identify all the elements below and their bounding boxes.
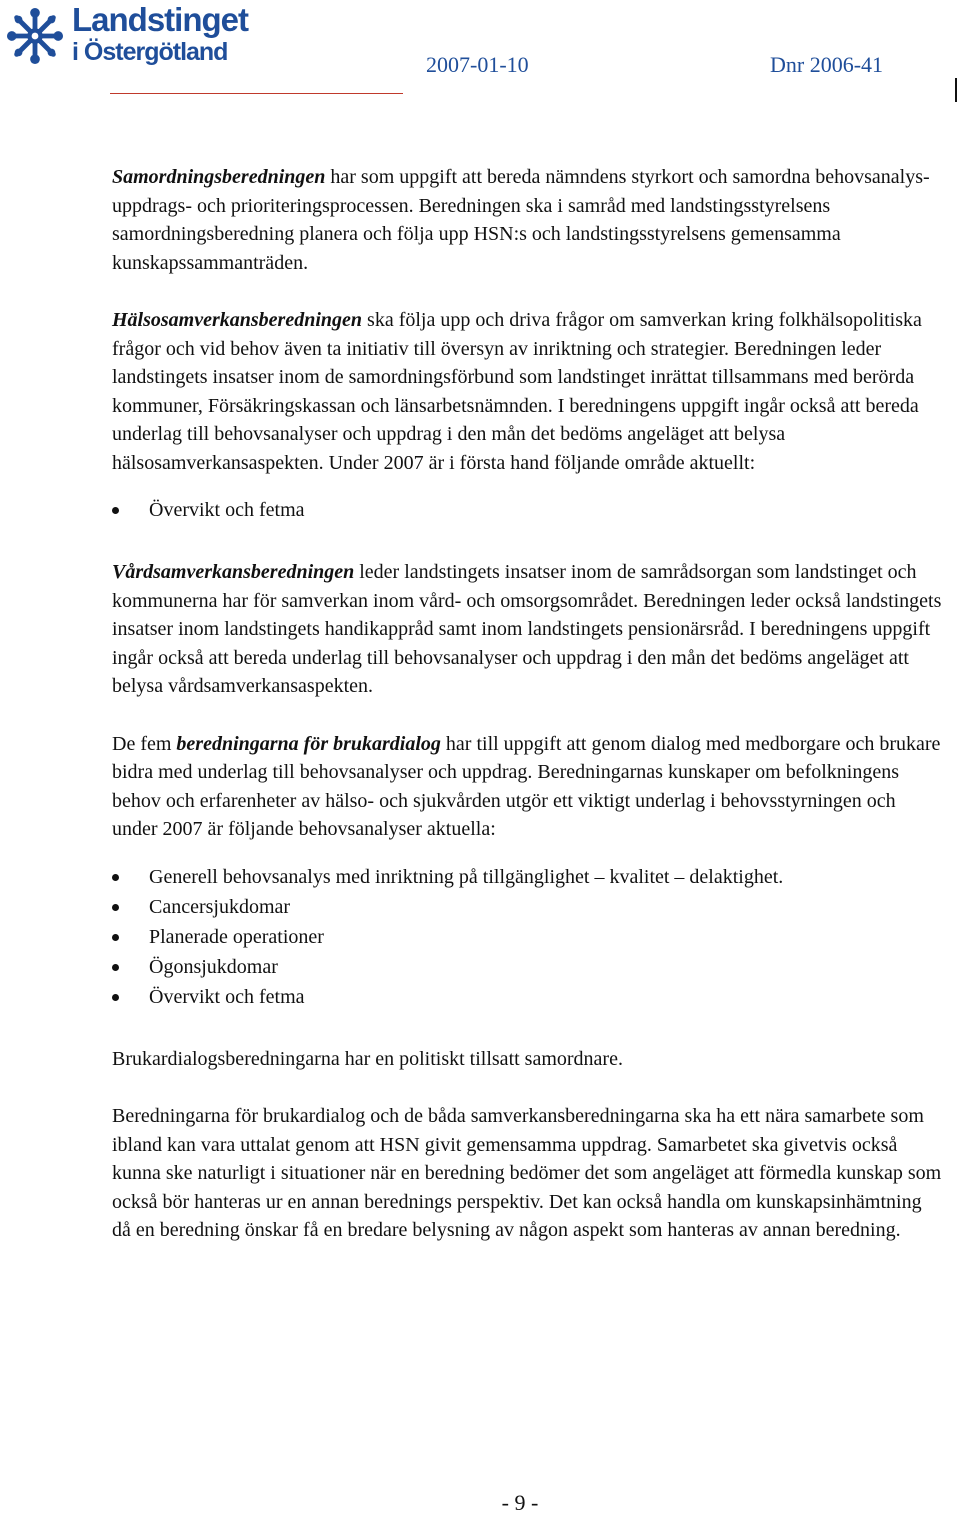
revision-margin-bar	[955, 78, 957, 102]
list-item: Övervikt och fetma	[112, 982, 942, 1012]
page-number: - 9 -	[501, 1490, 539, 1515]
snowflake-emblem-icon	[6, 6, 64, 66]
list-item: Generell behovsanalys med inriktning på tillgänglighet – kvalitet – delaktighet.	[112, 862, 942, 892]
header-divider	[110, 93, 403, 94]
paragraph-brukardialog	[112, 730, 942, 844]
paragraph-samordnare: Brukardialogsberedningarna har en politiskt tillsatt samordnare.	[112, 1047, 623, 1070]
behovsanalyser-list	[112, 862, 942, 1012]
list-item: Övervikt och fetma	[112, 495, 942, 525]
paragraph-text-lead: De fem	[112, 732, 177, 755]
paragraph-text: har som uppgift att bereda nämndens styrkort och samordna behovsanalys- uppdrags- och prioriteringsprocessen. Beredningen ska i samråd med landstingsstyrelsens samordningsberedning planera och följa upp HSN:s och landstingsstyrelsens gemensamma kunskapssammanträden.	[112, 166, 930, 274]
list-item: Cancersjukdomar	[112, 892, 942, 922]
document-reference-number: Dnr 2006-41	[770, 52, 884, 77]
term-vardsamverkansberedningen: Vårdsamverkansberedningen	[112, 561, 355, 583]
document-body	[112, 163, 942, 1274]
list-item: Planerade operationer	[112, 922, 942, 952]
paragraph-text: ska följa upp och driva frågor om samverkan kring folkhälsopolitiska frågor och vid behov även ta initiativ till översyn av inriktning och strategier. Beredningen leder landstingets insatser inom de samordningsförbund som landstinget inrättat tillsammans med berörda kommuner, Försäkringskassan och länsarbetsnämnden. I beredningens uppgift ingår också att bereda underlag till behovsanalyser och uppdrag i den mån det bedöms angeläget att belysa hälsosamverkansaspekten. Under 2007 är i första hand följande område aktuellt:	[112, 309, 922, 474]
logo-line-1: Landstinget	[72, 1, 248, 38]
page-header	[0, 0, 960, 100]
paragraph-vardsamverkansberedningen	[112, 558, 942, 701]
document-date: 2007-01-10	[426, 52, 529, 77]
bullet-list-area	[112, 495, 942, 525]
list-item: Ögonsjukdomar	[112, 952, 942, 982]
paragraph-text: leder landstingets insatser inom de samrådsorgan som landstinget och kommunerna har för samverkan inom vård- och omsorgsområdet. Beredningen leder också landstingets insatser inom landstingets handikappråd samt inom landstingets pensionärsråd. I beredningens uppgift ingår också att bereda underlag till behovsanalyser och uppdrag i den mån det bedöms angeläget att belysa vårdsamverkansaspekten.	[112, 561, 942, 697]
logo-wordmark	[72, 2, 248, 66]
logo-line-2: i Östergötland	[72, 38, 228, 66]
paragraph-samordningsberedningen	[112, 163, 942, 277]
term-beredningarna-for-brukardialog: beredningarna för brukardialog	[176, 732, 441, 755]
paragraph-samarbete: Beredningarna för brukardialog och de båda samverkansberedningarna ska ha ett nära samarbete som ibland kan vara uttalat genom att HSN givit gemensamma uppdrag. Samarbetet ska givetvis också kunna ske naturligt i situationer när en beredning bedömer det som angeläget att förmedla kunskap som också bör hanteras ur en annan berednings perspektiv. Det kan också handla om kunskapsinhämtning då en beredning önskar få en bredare belysning av någon aspekt som hanteras av annan beredning.	[112, 1105, 942, 1241]
term-halsosamverkansberedningen: Hälsosamverkansberedningen	[112, 309, 363, 331]
term-samordningsberedningen: Samordningsberedningen	[112, 166, 326, 188]
paragraph-halsosamverkansberedningen	[112, 306, 942, 477]
organization-logo	[6, 1, 266, 70]
paragraph-text: har till uppgift att genom dialog med medborgare och brukare bidra med underlag till behovsanalyser och uppdrag. Beredningarnas kunskaper om befolkningens behov och erfarenheter av hälso- och sjukvården utgör ett viktigt underlag i behovsstyrningen och under 2007 är följande behovsanalyser aktuella:	[112, 732, 941, 840]
